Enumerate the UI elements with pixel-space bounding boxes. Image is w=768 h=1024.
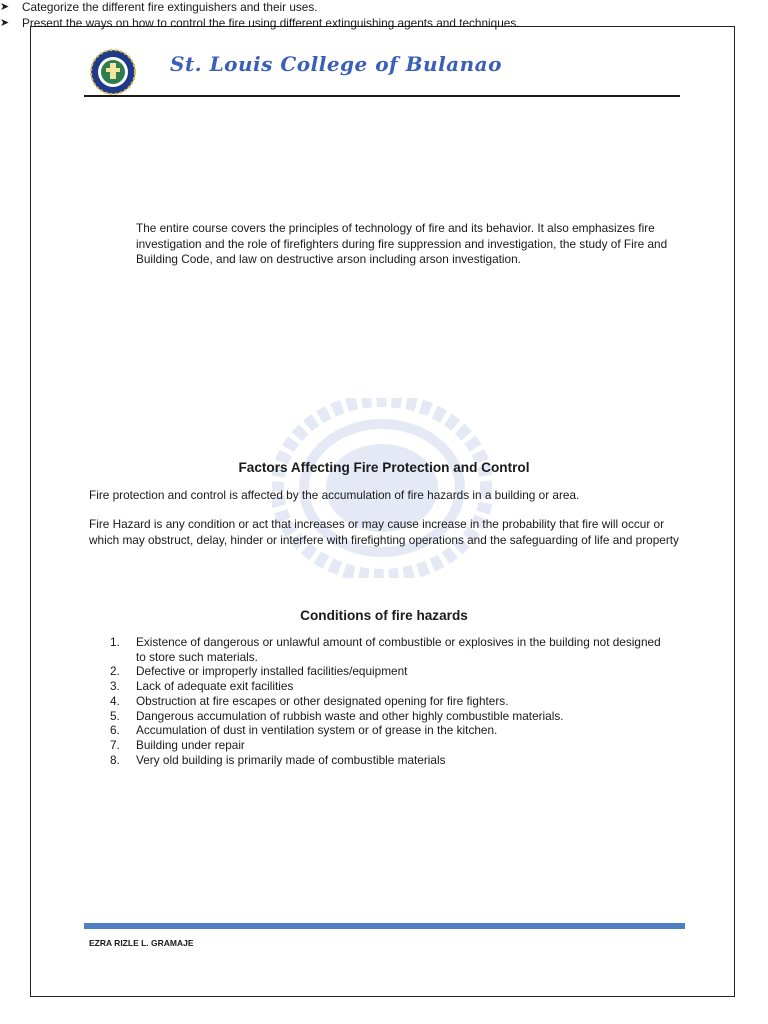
objectives-list	[0, 0, 560, 31]
condition-item	[110, 694, 670, 709]
condition-number: 1.	[110, 635, 120, 649]
condition-number: 6.	[110, 723, 120, 738]
college-seal-logo	[90, 49, 136, 95]
author-name: EZRA RIZLE L. GRAMAJE	[89, 938, 194, 948]
condition-text: Obstruction at fire escapes or other designated opening for fire fighters.	[136, 693, 509, 708]
condition-number: 8.	[110, 752, 120, 767]
arrow-bullet-icon: ➤	[0, 16, 10, 29]
condition-text: Dangerous accumulation of rubbish waste and other highly combustible materials.	[136, 708, 564, 723]
condition-number: 5.	[110, 708, 120, 723]
objective-text: Categorize the different fire extinguishers and their uses.	[22, 0, 318, 14]
condition-item	[110, 709, 670, 724]
condition-text: Very old building is primarily made of combustible materials	[136, 752, 446, 767]
condition-item	[110, 738, 670, 753]
header-divider	[84, 95, 680, 97]
objective-item	[0, 0, 560, 16]
condition-item	[110, 635, 670, 664]
condition-item	[110, 723, 670, 738]
conditions-list	[110, 635, 670, 767]
condition-text: Accumulation of dust in ventilation system or of grease in the kitchen.	[136, 723, 498, 738]
condition-number: 4.	[110, 693, 120, 708]
condition-text: Existence of dangerous or unlawful amount of combustible or explosives in the building not designed to store such materials.	[136, 635, 661, 664]
factors-paragraph-1: Fire protection and control is affected by the accumulation of fire hazards in a building or area.	[89, 488, 580, 502]
condition-number: 2.	[110, 664, 120, 679]
footer-divider	[84, 923, 685, 929]
factors-heading: Factors Affecting Fire Protection and Control	[238, 460, 530, 475]
condition-text: Lack of adequate exit facilities	[136, 679, 294, 694]
college-name: St. Louis College of Bulanao	[170, 52, 502, 76]
objective-text: Present the ways on how to control the fire using different extinguishing agents and techniques.	[22, 15, 520, 30]
fire-hazard-definition: Fire Hazard is any condition or act that increases or may cause increase in the probability that fire will occur or which may obstruct, delay, hinder or interfere with firefighting operations and the safeguarding of life and property	[89, 517, 679, 547]
condition-item	[110, 753, 670, 768]
condition-text: Building under repair	[136, 737, 245, 752]
objective-item	[0, 16, 560, 32]
condition-text: Defective or improperly installed facilities/equipment	[136, 664, 408, 679]
conditions-heading: Conditions of fire hazards	[300, 608, 468, 623]
condition-item	[110, 664, 670, 679]
course-description: The entire course covers the principles of technology of fire and its behavior. It also emphasizes fire investigation and the role of firefighters during fire suppression and investigation, the study of Fire and Building Code, and law on destructive arson including arson investigation.	[136, 221, 668, 267]
condition-item	[110, 679, 670, 694]
arrow-bullet-icon: ➤	[0, 1, 10, 13]
condition-number: 3.	[110, 679, 120, 694]
condition-number: 7.	[110, 737, 120, 752]
